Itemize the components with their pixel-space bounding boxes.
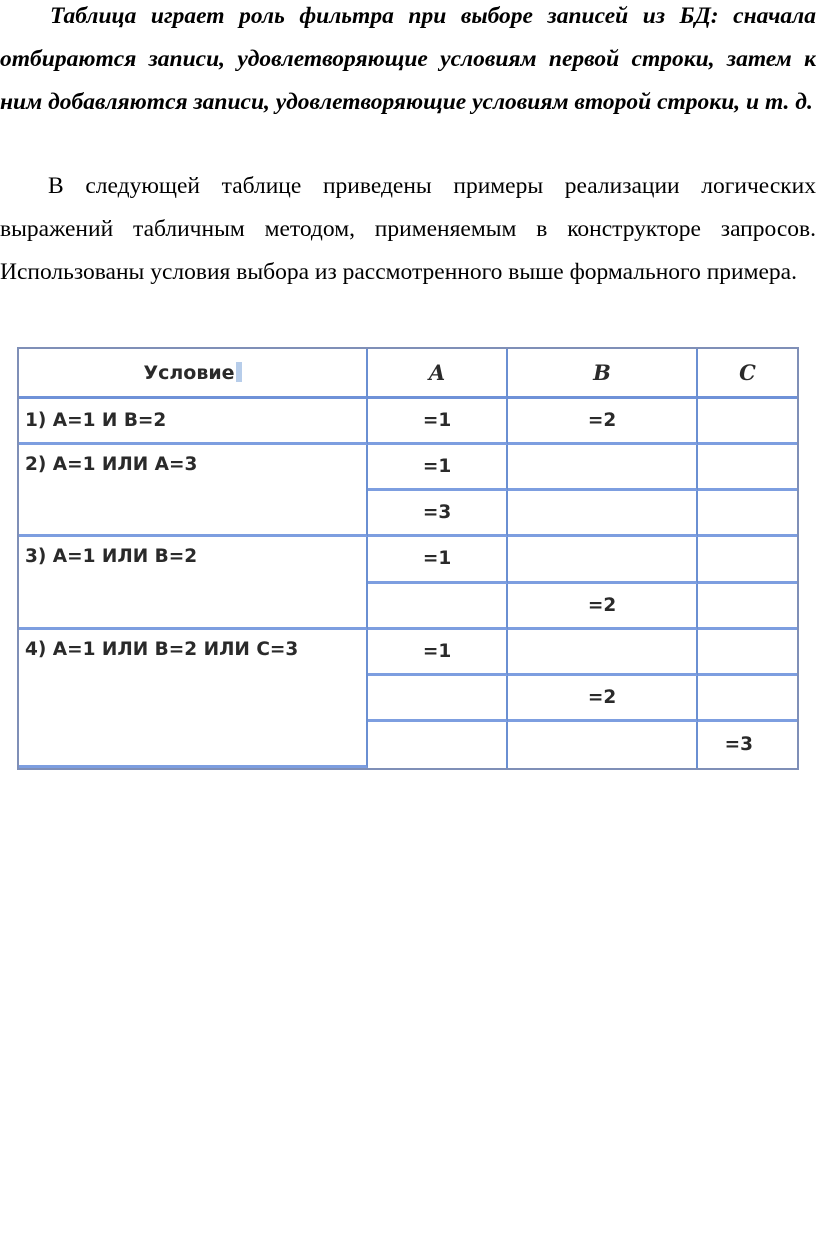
cell-b: =2 bbox=[508, 584, 698, 630]
cell-a bbox=[368, 722, 508, 768]
table-header-row bbox=[19, 349, 797, 399]
table-row bbox=[19, 537, 797, 583]
cell-c bbox=[698, 445, 797, 491]
condition-cell: 4) A=1 ИЛИ B=2 ИЛИ C=3 bbox=[19, 630, 368, 768]
table-row bbox=[19, 445, 797, 491]
cell-a: =1 bbox=[368, 445, 508, 491]
cell-b bbox=[508, 630, 698, 676]
condition-cell: 1) A=1 И B=2 bbox=[19, 399, 368, 445]
cell-a: =3 bbox=[368, 491, 508, 537]
cell-c bbox=[698, 491, 797, 537]
cell-a bbox=[368, 584, 508, 630]
table-row bbox=[19, 630, 797, 676]
condition-cell: 3) A=1 ИЛИ B=2 bbox=[19, 537, 368, 629]
condition-cell: 2) A=1 ИЛИ A=3 bbox=[19, 445, 368, 537]
query-conditions-figure bbox=[17, 347, 799, 770]
cell-c: =3 bbox=[724, 734, 753, 756]
header-c: C bbox=[698, 349, 797, 399]
cell-c bbox=[698, 630, 797, 676]
cell-c bbox=[698, 676, 797, 722]
description-paragraph: В следующей таблице приведены примеры реализации логических выражений табличным методом, применяемым в конструкторе запросов. Использованы условия выбора из рассмотренного выше формального примера. bbox=[0, 173, 816, 285]
cell-b bbox=[508, 491, 698, 537]
intro-italic-paragraph: Таблица играет роль фильтра при выборе записей из БД: сначала отбираются записи, удовлетворяющие условиям первой строки, затем к ним добавляются записи, удовлетворяющие условиям второй строки, и т. д. bbox=[0, 3, 816, 115]
cell-b bbox=[508, 445, 698, 491]
cell-a: =1 bbox=[368, 630, 508, 676]
cell-b bbox=[508, 722, 698, 768]
query-conditions-table bbox=[19, 349, 797, 768]
table-row bbox=[19, 399, 797, 445]
cell-b bbox=[508, 537, 698, 583]
header-condition bbox=[19, 349, 368, 399]
cell-c bbox=[698, 537, 797, 583]
cell-a bbox=[368, 676, 508, 722]
cell-b: =2 bbox=[508, 399, 698, 445]
text-cursor-mark bbox=[236, 362, 242, 382]
header-a: A bbox=[368, 349, 508, 399]
cell-c bbox=[698, 584, 797, 630]
header-condition-label: Условие bbox=[143, 361, 235, 384]
cell-a: =1 bbox=[368, 399, 508, 445]
cell-b: =2 bbox=[508, 676, 698, 722]
cell-a: =1 bbox=[368, 537, 508, 583]
header-b: B bbox=[508, 349, 698, 399]
cell-c bbox=[698, 399, 797, 445]
